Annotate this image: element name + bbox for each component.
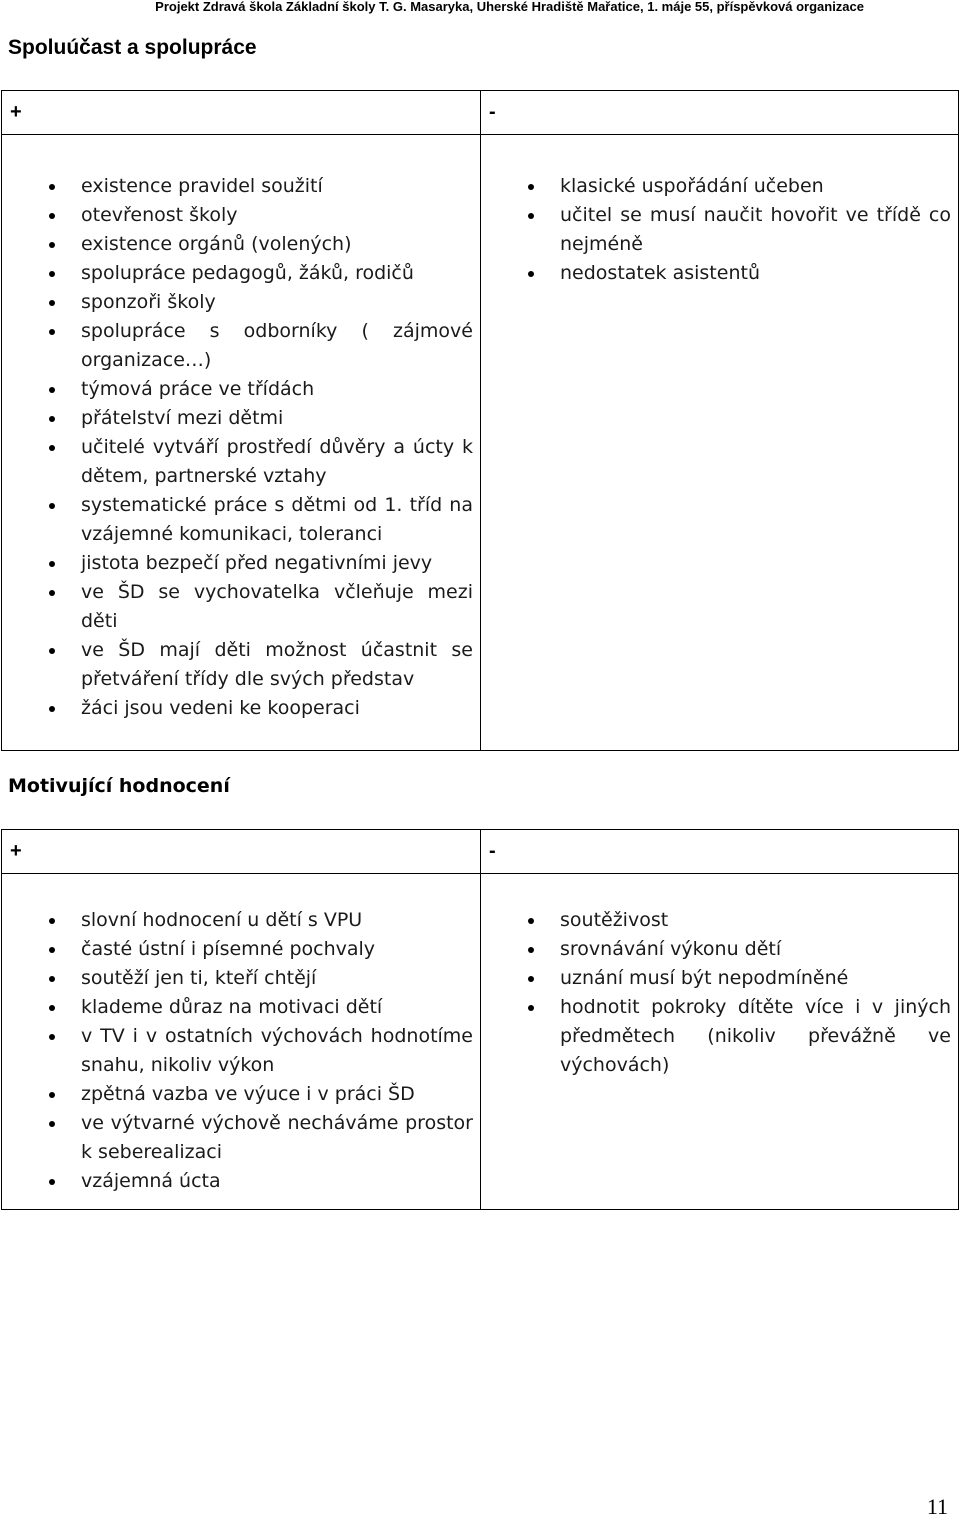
minus-list xyxy=(481,172,958,288)
list-item: jistota bezpečí před negativními jevy xyxy=(2,549,480,578)
plus-header: + xyxy=(2,91,481,135)
list-item: sponzoři školy xyxy=(2,288,480,317)
list-item: hodnotit pokroky dítěte více i v jiných předmětech (nikoliv převážně ve výchovách) xyxy=(481,993,958,1080)
list-item: žáci jsou vedeni ke kooperaci xyxy=(2,694,480,723)
list-item: učitelé vytváří prostředí důvěry a úcty k dětem, partnerské vztahy xyxy=(2,433,480,491)
list-item: ve ŠD mají děti možnost účastnit se přetváření třídy dle svých představ xyxy=(2,636,480,694)
list-item: klasické uspořádání učeben xyxy=(481,172,958,201)
list-item: učitel se musí naučit hovořit ve třídě co nejméně xyxy=(481,201,958,259)
document-header: Projekt Zdravá škola Základní školy T. G. Masaryka, Uherské Hradiště Mařatice, 1. máje 55, příspěvková organizace xyxy=(155,0,864,14)
minus-header: - xyxy=(481,91,959,135)
list-item: nedostatek asistentů xyxy=(481,259,958,288)
minus-cell xyxy=(481,874,959,1210)
list-item: ve ŠD se vychovatelka včleňuje mezi děti xyxy=(2,578,480,636)
plus-list xyxy=(2,172,480,723)
list-item: otevřenost školy xyxy=(2,201,480,230)
page-number: 11 xyxy=(926,1494,948,1519)
list-item: spolupráce pedagogů, žáků, rodičů xyxy=(2,259,480,288)
plus-cell xyxy=(2,135,481,751)
list-item: soutěživost xyxy=(481,906,958,935)
list-item: v TV i v ostatních výchovách hodnotíme snahu, nikoliv výkon xyxy=(2,1022,480,1080)
list-item: přátelství mezi dětmi xyxy=(2,404,480,433)
list-item: srovnávání výkonu dětí xyxy=(481,935,958,964)
section-title-spoluucast: Spoluúčast a spolupráce xyxy=(8,36,257,59)
list-item: soutěží jen ti, kteří chtějí xyxy=(2,964,480,993)
list-item: spolupráce s odborníky ( zájmové organizace…) xyxy=(2,317,480,375)
list-item: týmová práce ve třídách xyxy=(2,375,480,404)
list-item: systematické práce s dětmi od 1. tříd na vzájemné komunikaci, toleranci xyxy=(2,491,480,549)
list-item: existence pravidel soužití xyxy=(2,172,480,201)
minus-cell xyxy=(481,135,959,751)
list-item: ve výtvarné výchově necháváme prostor k seberealizaci xyxy=(2,1109,480,1167)
list-item: zpětná vazba ve výuce i v práci ŠD xyxy=(2,1080,480,1109)
list-item: vzájemná úcta xyxy=(2,1167,480,1196)
list-item: časté ústní i písemné pochvaly xyxy=(2,935,480,964)
list-item: klademe důraz na motivaci dětí xyxy=(2,993,480,1022)
minus-list xyxy=(481,906,958,1080)
list-item: existence orgánů (volených) xyxy=(2,230,480,259)
section-title-motivujici-hodnoceni: Motivující hodnocení xyxy=(8,775,230,797)
minus-header: - xyxy=(481,830,959,874)
pros-cons-table-hodnoceni xyxy=(1,829,959,1210)
list-item: slovní hodnocení u dětí s VPU xyxy=(2,906,480,935)
plus-cell xyxy=(2,874,481,1210)
plus-list xyxy=(2,906,480,1196)
pros-cons-table-spoluucast xyxy=(1,90,959,751)
list-item: uznání musí být nepodmíněné xyxy=(481,964,958,993)
plus-header: + xyxy=(2,830,481,874)
